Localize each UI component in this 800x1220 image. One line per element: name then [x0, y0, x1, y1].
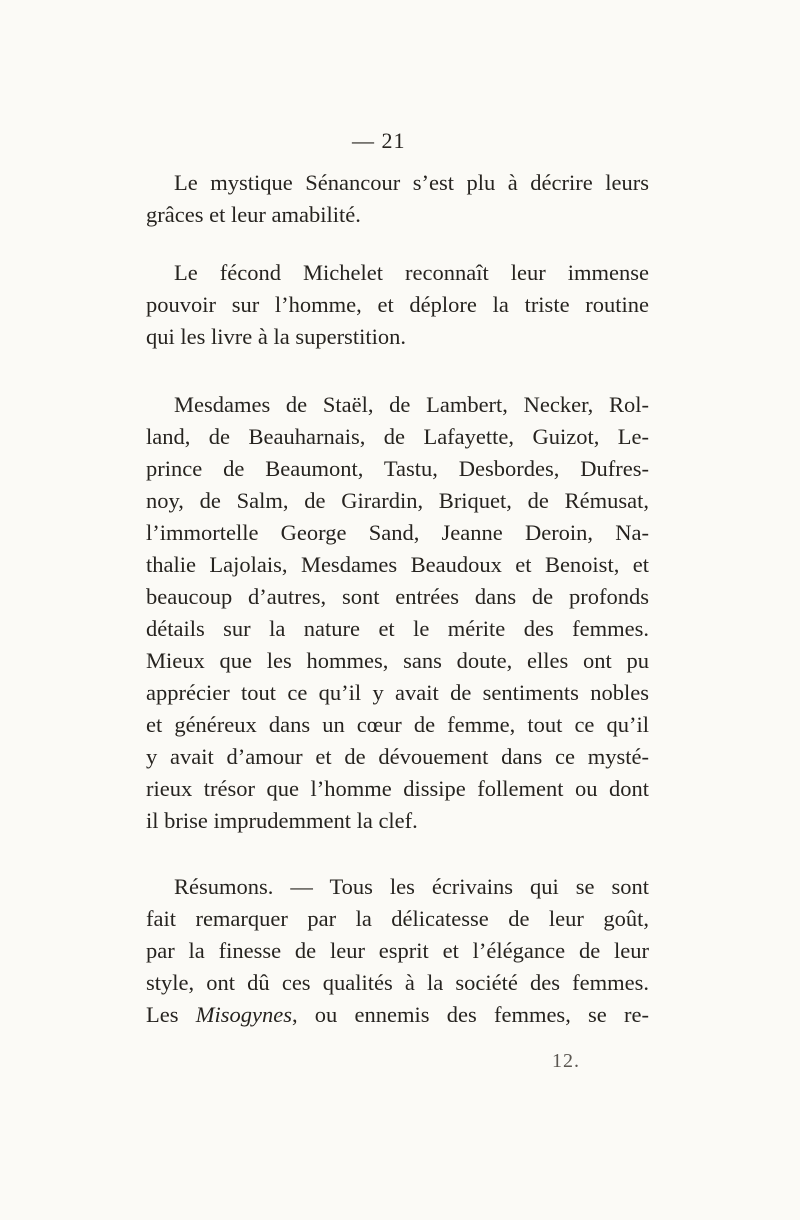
- text-line: Résumons. — Tous les écrivains qui se sont: [174, 874, 649, 899]
- text-line: land, de Beauharnais, de Lafayette, Guizot, Le-: [146, 424, 649, 449]
- text-line: qui les livre à la superstition.: [146, 324, 406, 349]
- text-line: l’immortelle George Sand, Jeanne Deroin, Na-: [146, 520, 649, 545]
- text-line: pouvoir sur l’homme, et déplore la triste routine: [146, 292, 649, 317]
- text-line: fait remarquer par la délicatesse de leur goût,: [146, 906, 649, 931]
- text-line: par la finesse de leur esprit et l’élégance de leur: [146, 938, 649, 963]
- text-line: [146, 1000, 649, 1030]
- text-line: Mesdames de Staël, de Lambert, Necker, Rol-: [174, 392, 649, 417]
- text-line: Mieux que les hommes, sans doute, elles ont pu: [146, 648, 649, 673]
- signature-mark: 12.: [552, 1050, 580, 1072]
- text-line: thalie Lajolais, Mesdames Beaudoux et Benoist, et: [146, 552, 649, 577]
- text-line: style, ont dû ces qualités à la société des femmes.: [146, 970, 649, 995]
- text-line: il brise imprudemment la clef.: [146, 808, 418, 833]
- text-line: y avait d’amour et de dévouement dans ce mysté-: [146, 744, 649, 769]
- text-line: rieux trésor que l’homme dissipe follement ou dont: [146, 776, 649, 801]
- text-line: grâces et leur amabilité.: [146, 202, 361, 227]
- text-line: détails sur la nature et le mérite des femmes.: [146, 616, 649, 641]
- text-line: beaucoup d’autres, sont entrées dans de profonds: [146, 584, 649, 609]
- italic-term: Misogynes: [195, 1002, 292, 1027]
- text-fragment: , ou ennemis des femmes, se re-: [291, 1002, 649, 1027]
- text-fragment: Les: [146, 1002, 196, 1027]
- text-line: prince de Beaumont, Tastu, Desbordes, Dufres-: [146, 456, 649, 481]
- text-line: noy, de Salm, de Girardin, Briquet, de Rémusat,: [146, 488, 649, 513]
- text-line: Le mystique Sénancour s’est plu à décrire leurs: [174, 170, 649, 195]
- text-line: Le fécond Michelet reconnaît leur immense: [174, 260, 649, 285]
- text-line: apprécier tout ce qu’il y avait de sentiments nobles: [146, 680, 649, 705]
- page-number: — 21: [352, 128, 406, 153]
- text-line: et généreux dans un cœur de femme, tout ce qu’il: [146, 712, 649, 737]
